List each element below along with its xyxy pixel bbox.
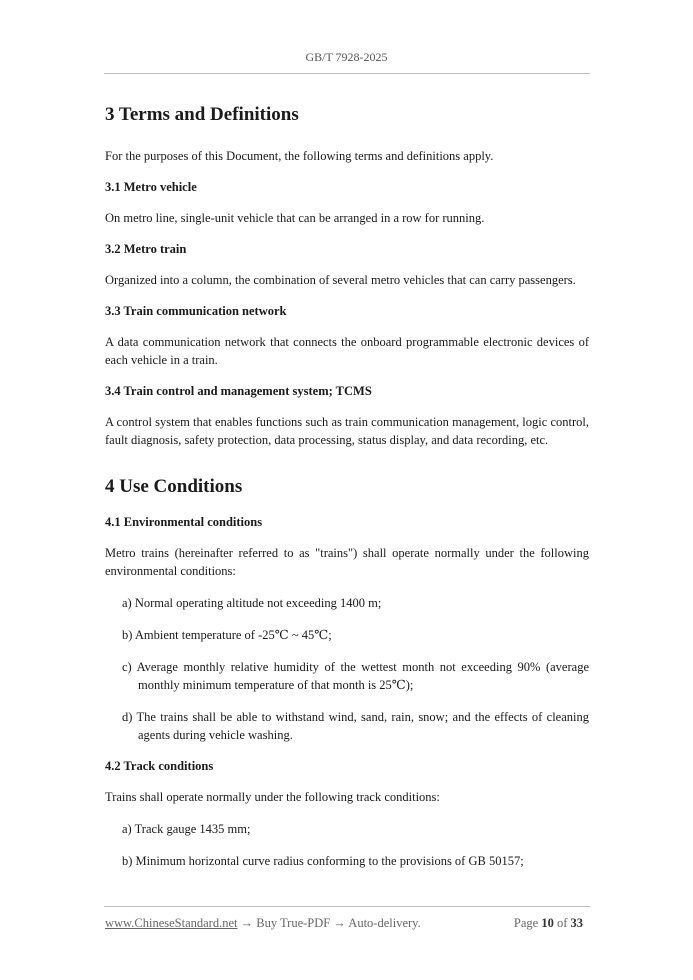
page-label: Page bbox=[513, 916, 539, 930]
page-indicator bbox=[514, 916, 583, 931]
environment-item-c: c) Average monthly relative humidity of the wettest month not exceeding 90% (average monthly minimum temperature of that month is 25℃); bbox=[122, 660, 589, 692]
term-3-1-definition: On metro line, single-unit vehicle that can be arranged in a row for running. bbox=[105, 211, 485, 225]
track-item-a: a) Track gauge 1435 mm; bbox=[122, 822, 251, 836]
document-body bbox=[105, 103, 589, 870]
footer-promo bbox=[105, 916, 421, 931]
section-3-intro: For the purposes of this Document, the following terms and definitions apply. bbox=[105, 149, 494, 163]
current-page-number: 10 bbox=[541, 916, 554, 930]
term-3-4-heading: 3.4 Train control and management system; TCMS bbox=[105, 384, 372, 398]
term-3-3-definition: A data communication network that connects the onboard programmable electronic devices of each vehicle in a train. bbox=[105, 335, 589, 367]
document-id-header: GB/T 7928-2025 bbox=[305, 50, 388, 64]
footer-divider bbox=[104, 906, 590, 907]
track-item-b: b) Minimum horizontal curve radius conforming to the provisions of GB 50157; bbox=[122, 854, 524, 868]
term-3-2-definition: Organized into a column, the combination of several metro vehicles that can carry passengers. bbox=[105, 273, 576, 287]
section-4-1-intro: Metro trains (hereinafter referred to as "trains") shall operate normally under the following environmental conditions: bbox=[105, 546, 589, 578]
environment-item-a: a) Normal operating altitude not exceeding 1400 m; bbox=[122, 596, 382, 610]
section-4-2-intro: Trains shall operate normally under the following track conditions: bbox=[105, 790, 440, 804]
section-4-1-heading: 4.1 Environmental conditions bbox=[105, 515, 263, 529]
footer-promo-text: → Buy True-PDF → Auto-delivery. bbox=[237, 916, 421, 930]
header-divider bbox=[104, 73, 590, 74]
total-pages-number: 33 bbox=[570, 916, 583, 930]
term-3-2-heading: 3.2 Metro train bbox=[105, 242, 187, 256]
section-3-title: 3 Terms and Definitions bbox=[105, 104, 299, 125]
term-3-4-definition: A control system that enables functions such as train communication management, logic control, fault diagnosis, safety protection, data processing, status display, and data recording, etc. bbox=[105, 415, 589, 447]
term-3-3-heading: 3.3 Train communication network bbox=[105, 304, 287, 318]
term-3-1-heading: 3.1 Metro vehicle bbox=[105, 180, 197, 194]
of-label: of bbox=[556, 916, 568, 930]
website-link[interactable]: www.ChineseStandard.net bbox=[105, 916, 238, 930]
environment-item-d: d) The trains shall be able to withstand wind, sand, rain, snow; and the effects of cleaning agents during vehicle washing. bbox=[122, 710, 589, 742]
section-4-2-heading: 4.2 Track conditions bbox=[105, 759, 214, 773]
section-4-title: 4 Use Conditions bbox=[105, 476, 243, 497]
environment-item-b: b) Ambient temperature of -25℃ ~ 45℃; bbox=[122, 628, 332, 642]
